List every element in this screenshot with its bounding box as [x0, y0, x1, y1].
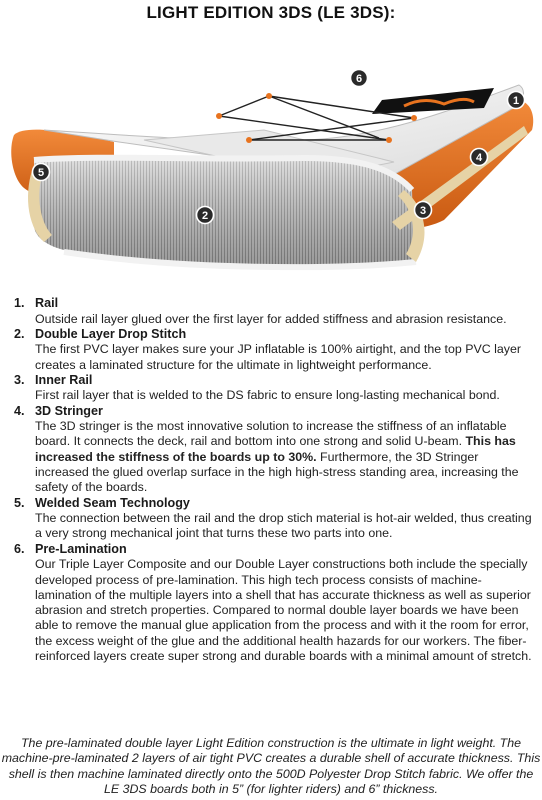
item-number: 3. [14, 372, 25, 387]
list-item-double-layer-drop-stitch [0, 327, 542, 373]
svg-text:3: 3 [419, 205, 427, 217]
item-number: 5. [14, 495, 25, 510]
item-number: 6. [14, 541, 25, 556]
summary-paragraph: The pre-laminated double layer Light Edition construction is the ultimate in light weight. The machine-pre-laminated 2 layers of air tight PVC creates a durable shell of accurate thickness. This shell is then machine laminated directly onto the 500D Polyester Drop Stitch fabric. We offer the LE 3DS boards both in 5” (for lighter riders) and 6” thickness. [1, 736, 541, 796]
item-description: Outside rail layer glued over the first layer for added stiffness and abrasion resistance. [35, 311, 507, 326]
construction-feature-list [0, 296, 542, 664]
callout-5 [33, 164, 50, 181]
item-heading: Welded Seam Technology [35, 495, 190, 510]
page-title: LIGHT EDITION 3DS (LE 3DS): [146, 3, 396, 22]
list-item-rail [0, 296, 542, 327]
callout-6 [351, 70, 368, 87]
svg-text:2: 2 [201, 210, 209, 222]
item-heading: Double Layer Drop Stitch [35, 326, 187, 341]
callout-3 [415, 202, 432, 219]
callout-2 [197, 207, 214, 224]
item-number: 2. [14, 326, 25, 341]
stiffness-highlight: This has increased the stiffness of the boards up to 30%. [35, 434, 516, 464]
board-cross-section-illustration [4, 30, 538, 292]
item-number: 4. [14, 403, 25, 418]
item-description: Our Triple Layer Composite and our Double Layer constructions both include the specially developed process of pre-lamination. This high tech process consists of machine-lamination of the multiple layers into a shell that has accurate thickness as well as superior abrasion and stretch properties. Compared to normal double layer boards we have been able to remove the manual glue application from the process and with it the room for error, the excess weight of the glue and the additional health hazards for our workers. The fiber-reinforced layers create super strong and durable boards with a minimal amount of stretch. [35, 557, 532, 664]
item-heading: Rail [35, 296, 59, 310]
list-item-welded-seam-technology [0, 496, 542, 542]
svg-text:4: 4 [475, 152, 483, 164]
item-description: The connection between the rail and the drop stich material is hot-air welded, thus creating a very strong mechanical joint that turns these two parts into one. [35, 511, 532, 541]
list-item-pre-lamination [0, 542, 542, 665]
item-heading: Inner Rail [35, 372, 93, 387]
svg-text:6: 6 [355, 73, 363, 85]
item-description: The first PVC layer makes sure your JP inflatable is 100% airtight, and the top PVC layer creates a laminated structure for the ultimate in lightweight performance. [35, 342, 521, 372]
item-description: The 3D stringer is the most innovative solution to increase the stiffness of an inflatable board. It connects the deck, rail and bottom into one strong and solid U-beam. This has increased the stiffness of the boards up to 30%. Furthermore, the 3D Stringer increased the glued overlap surface in the high high-stress standing area, increasing the safety of the boards. [35, 419, 519, 495]
svg-text:1: 1 [512, 95, 520, 107]
callout-1 [508, 92, 525, 109]
svg-text:5: 5 [37, 167, 45, 179]
item-heading: Pre-Lamination [35, 541, 127, 556]
item-number: 1. [14, 296, 25, 310]
list-item-inner-rail [0, 373, 542, 404]
item-description: First rail layer that is welded to the DS fabric to ensure long-lasting mechanical bond. [35, 388, 500, 403]
item-heading: 3D Stringer [35, 403, 103, 418]
list-item-3d-stringer [0, 404, 542, 496]
callout-4 [471, 149, 488, 166]
